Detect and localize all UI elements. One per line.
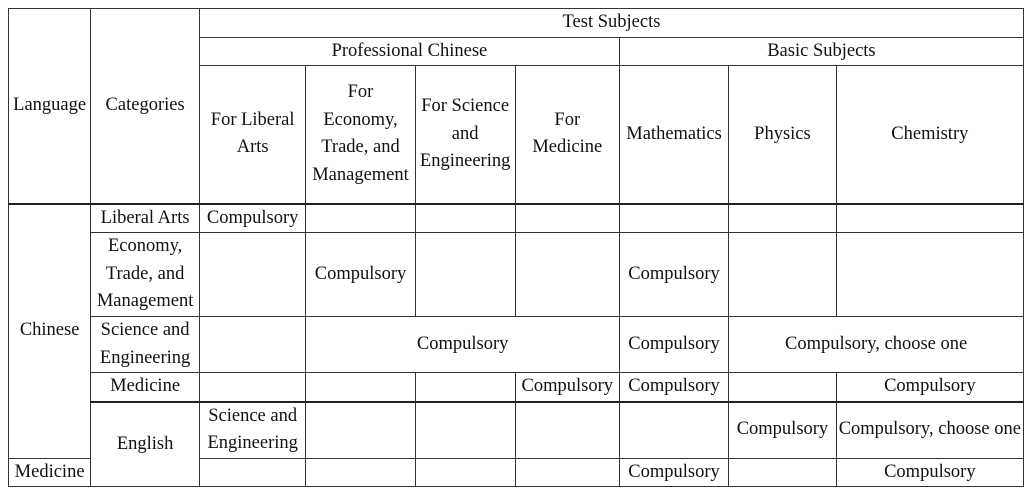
table-cell xyxy=(199,317,305,373)
language-chinese: Chinese xyxy=(9,204,91,459)
category-cell: Liberal Arts xyxy=(91,204,200,233)
table-cell xyxy=(729,204,836,233)
table-cell: Compulsory xyxy=(619,373,728,402)
table-cell: Compulsory xyxy=(729,402,836,459)
table-cell: Compulsory, choose one xyxy=(729,317,1024,373)
table-cell: Compulsory xyxy=(619,458,728,487)
table-row xyxy=(9,402,1024,459)
table-cell xyxy=(515,402,619,459)
col-header-liberal-arts: For Liberal Arts xyxy=(199,66,305,204)
category-cell: Economy, Trade, and Management xyxy=(91,233,200,317)
table-cell xyxy=(306,204,415,233)
table-cell xyxy=(729,458,836,487)
category-cell: Medicine xyxy=(9,458,91,487)
subjects-table-wrapper xyxy=(8,8,1024,487)
table-cell: Compulsory xyxy=(306,317,620,373)
table-cell xyxy=(415,204,515,233)
table-cell xyxy=(199,373,305,402)
header-language: Language xyxy=(9,9,91,204)
table-cell xyxy=(515,233,619,317)
col-header-chemistry: Chemistry xyxy=(836,66,1023,204)
col-header-physics: Physics xyxy=(729,66,836,204)
table-cell xyxy=(619,402,728,459)
header-test-subjects: Test Subjects xyxy=(199,9,1023,38)
table-cell xyxy=(836,204,1023,233)
table-cell xyxy=(515,458,619,487)
table-row xyxy=(9,373,1024,402)
category-cell: Medicine xyxy=(91,373,200,402)
table-cell xyxy=(515,204,619,233)
header-categories: Categories xyxy=(91,9,200,204)
col-header-mathematics: Mathematics xyxy=(619,66,728,204)
table-cell xyxy=(415,373,515,402)
table-cell xyxy=(619,204,728,233)
table-cell: Compulsory xyxy=(836,373,1023,402)
table-cell: Compulsory xyxy=(836,458,1023,487)
language-english: English xyxy=(91,402,200,487)
category-cell: Science and Engineering xyxy=(91,317,200,373)
table-cell xyxy=(415,402,515,459)
table-cell xyxy=(729,233,836,317)
col-header-science: For Science and Engineering xyxy=(415,66,515,204)
table-row xyxy=(9,204,1024,233)
table-row xyxy=(9,233,1024,317)
table-cell xyxy=(415,233,515,317)
table-cell: Compulsory xyxy=(515,373,619,402)
col-header-medicine: For Medicine xyxy=(515,66,619,204)
table-cell xyxy=(306,402,415,459)
table-cell xyxy=(306,373,415,402)
table-cell: Compulsory xyxy=(619,317,728,373)
table-cell xyxy=(306,458,415,487)
table-cell xyxy=(729,373,836,402)
table-cell: Compulsory xyxy=(619,233,728,317)
category-cell: Science and Engineering xyxy=(199,402,305,459)
table-cell: Compulsory xyxy=(199,204,305,233)
table-cell xyxy=(836,233,1023,317)
header-professional-chinese: Professional Chinese xyxy=(199,37,619,66)
table-cell xyxy=(415,458,515,487)
col-header-economy: For Economy, Trade, and Management xyxy=(306,66,415,204)
table-cell xyxy=(199,233,305,317)
table-row xyxy=(9,317,1024,373)
table-cell: Compulsory xyxy=(306,233,415,317)
table-cell: Compulsory, choose one xyxy=(836,402,1023,459)
table-cell xyxy=(199,458,305,487)
test-subjects-table xyxy=(8,8,1024,487)
header-basic-subjects: Basic Subjects xyxy=(619,37,1023,66)
